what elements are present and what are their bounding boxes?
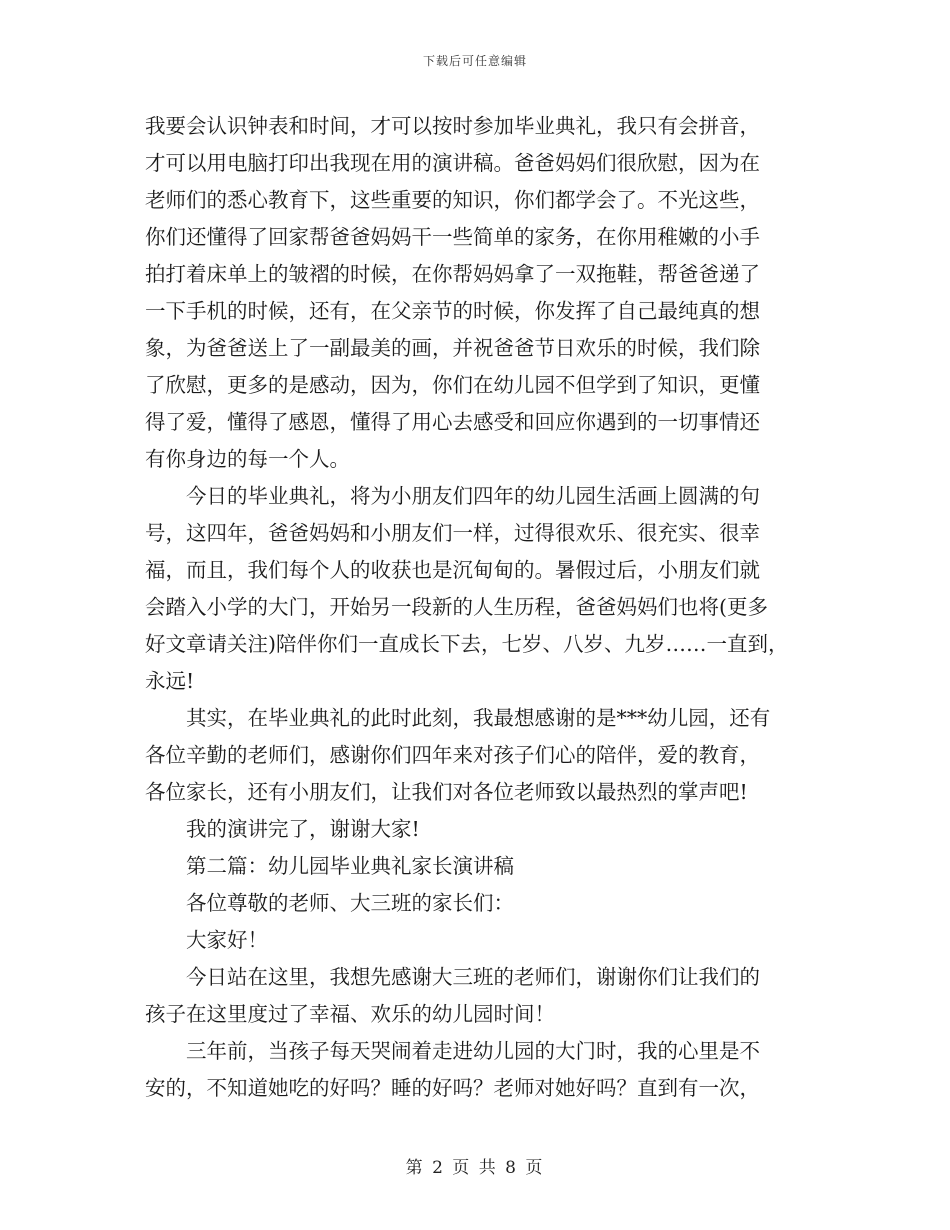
text-line: 象，为爸爸送上了一副最美的画，并祝爸爸节日欢乐的时候，我们除 [145,336,760,360]
text-line: 大家好！ [145,928,268,952]
text-line: 好文章请关注)陪伴你们一直成长下去，七岁、八岁、九岁……一直到， [145,632,789,656]
text-line: 我要会认识钟表和时间，才可以按时参加毕业典礼，我只有会拼音， [145,114,760,138]
text-line: 有你身边的每一个人。 [145,447,350,471]
text-line: 各位辛勤的老师们，感谢你们四年来对孩子们心的陪伴，爱的教育， [145,743,760,767]
text-line: 了欣慰，更多的是感动，因为，你们在幼儿园不但学到了知识，更懂 [145,373,760,397]
text-line: 老师们的悉心教育下，这些重要的知识，你们都学会了。不光这些， [145,188,760,212]
text-line: 号，这四年，爸爸妈妈和小朋友们一样，过得很欢乐、很充实、很幸 [145,521,760,545]
section-heading: 第二篇：幼儿园毕业典礼家长演讲稿 [145,854,514,878]
text-line: 你们还懂得了回家帮爸爸妈妈干一些简单的家务，在你用稚嫩的小手 [145,225,760,249]
text-line: 福，而且，我们每个人的收获也是沉甸甸的。暑假过后，小朋友们就 [145,558,760,582]
text-line: 拍打着床单上的皱褶的时候，在你帮妈妈拿了一双拖鞋，帮爸爸递了 [145,262,760,286]
text-line: 各位尊敬的老师、大三班的家长们： [145,891,514,915]
body-text [145,108,825,1107]
text-line: 会踏入小学的大门，开始另一段新的人生历程，爸爸妈妈们也将(更多 [145,595,768,619]
text-line: 三年前，当孩子每天哭闹着走进幼儿园的大门时，我的心里是不 [145,1039,760,1063]
text-line: 才可以用电脑打印出我现在用的演讲稿。爸爸妈妈们很欣慰，因为在 [145,151,760,175]
header-note: 下载后可任意编辑 [422,54,527,68]
text-line: 今日站在这里，我想先感谢大三班的老师们，谢谢你们让我们的 [145,965,760,989]
text-line: 安的，不知道她吃的好吗？睡的好吗？老师对她好吗？直到有一次， [145,1076,760,1100]
text-line: 一下手机的时候，还有，在父亲节的时候，你发挥了自己最纯真的想 [145,299,760,323]
text-line: 我的演讲完了，谢谢大家! [145,817,420,841]
text-line: 得了爱，懂得了感恩，懂得了用心去感受和回应你遇到的一切事情还 [145,410,760,434]
text-line: 孩子在这里度过了幸福、欢乐的幼儿园时间！ [145,1002,555,1026]
text-line: 各位家长，还有小朋友们，让我们对各位老师致以最热烈的掌声吧! [145,780,748,804]
text-line: 其实，在毕业典礼的此时此刻，我最想感谢的是***幼儿园，还有 [145,706,771,730]
page-number: 第 2 页 共 8 页 [405,1158,545,1178]
text-line: 永远! [145,669,195,693]
text-line: 今日的毕业典礼，将为小朋友们四年的幼儿园生活画上圆满的句 [145,484,760,508]
